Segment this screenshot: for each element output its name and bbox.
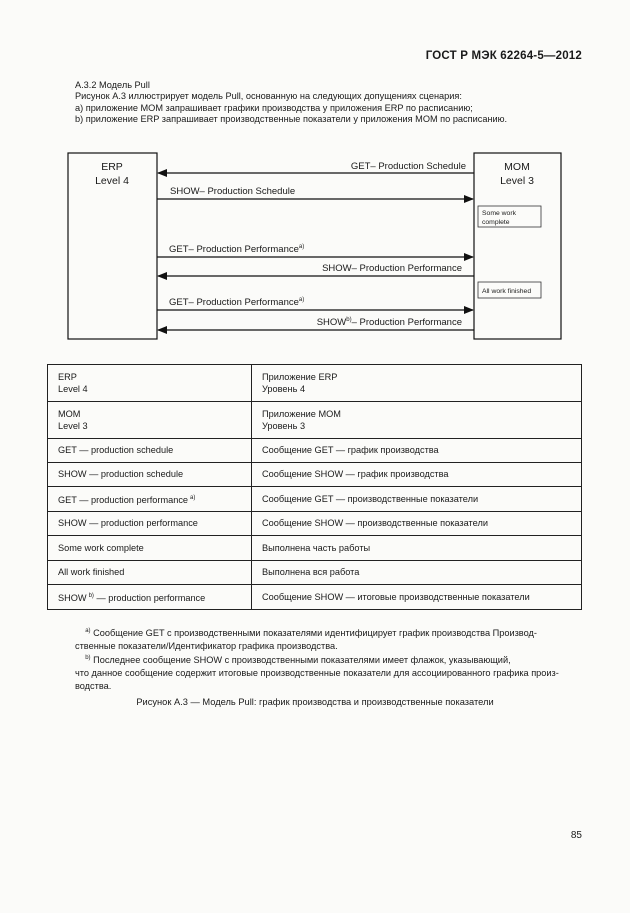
msg-get-schedule: GET– Production Schedule xyxy=(350,161,466,172)
footnote-b-cont2: водства. xyxy=(75,680,112,691)
msg-get-performance-1: GET– Production Performance$^{a)}$ xyxy=(169,244,305,255)
legend-meaning: Сообщение SHOW — производственные показатели xyxy=(252,512,582,536)
note-box-some-work xyxy=(478,206,541,227)
legend-term: MOM Level 3 xyxy=(48,402,252,439)
msg-show-schedule: SHOW– Production Schedule xyxy=(170,186,296,197)
figure-caption: Рисунок А.3 — Модель Pull: график производства и производственные показатели xyxy=(136,697,494,707)
table-row xyxy=(48,402,582,439)
legend-meaning: Приложение ERP Уровень 4 xyxy=(252,365,582,402)
mom-label: MOM xyxy=(504,161,530,173)
intro-item-a: а) приложение МОМ запрашивает графики производства у приложения ERP по расписанию; xyxy=(75,102,473,113)
table-row xyxy=(48,585,582,610)
legend-term: All work finished xyxy=(48,561,252,585)
footnotes xyxy=(75,625,582,693)
table-row xyxy=(48,365,582,402)
legend-meaning: Сообщение GET — график производства xyxy=(252,439,582,463)
erp-label: ERP xyxy=(101,161,123,173)
table-row xyxy=(48,463,582,487)
footnote-a-cont: ственные показатели/Идентификатор графика производства. xyxy=(75,640,338,651)
legend-meaning: Сообщение SHOW — итоговые производственные показатели xyxy=(252,585,582,610)
page-number: 85 xyxy=(570,830,582,841)
legend-meaning: Приложение МОМ Уровень 3 xyxy=(252,402,582,439)
intro-line: Рисунок А.3 иллюстрирует модель Pull, основанную на следующих допущениях сценария: xyxy=(75,91,462,102)
legend-term: Some work complete xyxy=(48,536,252,561)
mom-box xyxy=(474,153,561,339)
msg-show-final-performance: SHOW$^{b)}$– Production Performance xyxy=(316,317,462,328)
table-row xyxy=(48,439,582,463)
intro-text xyxy=(75,80,575,125)
footnote-b-cont: что данное сообщение содержит итоговые производственные показатели для ассоциированного графика произ- xyxy=(75,668,559,679)
msg-show-performance: SHOW– Production Performance xyxy=(322,263,462,274)
section-heading: А.3.2 Модель Pull xyxy=(75,80,150,90)
legend-term: SHOW — production performance xyxy=(48,512,252,536)
table-row xyxy=(48,561,582,585)
note-all-work: All work finished xyxy=(482,288,532,295)
intro-item-b: b) приложение ERP запрашивает производственные показатели у приложения МОМ по расписанию. xyxy=(75,113,508,124)
legend-meaning: Сообщение GET — производственные показатели xyxy=(252,487,582,512)
msg-get-performance-2: GET– Production Performance$^{a)}$ xyxy=(169,297,305,308)
footnote-b: $^{b)}$ Последнее сообщение SHOW с производственными показателями имеет флажок, указывающий, xyxy=(85,655,511,666)
footnote-a: $^{a)}$ Сообщение GET с производственными показателями идентифицирует график производства Производ- xyxy=(85,628,537,638)
mom-level: Level 3 xyxy=(500,175,534,187)
legend-meaning: Выполнена часть работы xyxy=(252,536,582,561)
note-some-work-line1: Some work xyxy=(482,210,516,217)
legend-term: SHOW $^{b)}$ — production performance xyxy=(48,585,252,610)
table-row xyxy=(48,487,582,512)
legend-term: SHOW — production schedule xyxy=(48,463,252,487)
note-some-work-line2: complete xyxy=(482,219,510,226)
erp-level: Level 4 xyxy=(95,175,129,187)
legend-term: ERP Level 4 xyxy=(48,365,252,402)
standard-designation: ГОСТ Р МЭК 62264-5—2012 xyxy=(425,50,582,62)
legend-meaning: Сообщение SHOW — график производства xyxy=(252,463,582,487)
legend-term: GET — production performance $^{a)}$ xyxy=(48,487,252,512)
table-row xyxy=(48,512,582,536)
erp-box xyxy=(68,153,157,339)
note-box-all-work xyxy=(478,282,541,298)
legend-table xyxy=(47,364,582,610)
legend-meaning: Выполнена вся работа xyxy=(252,561,582,585)
legend-term: GET — production schedule xyxy=(48,439,252,463)
table-row xyxy=(48,536,582,561)
